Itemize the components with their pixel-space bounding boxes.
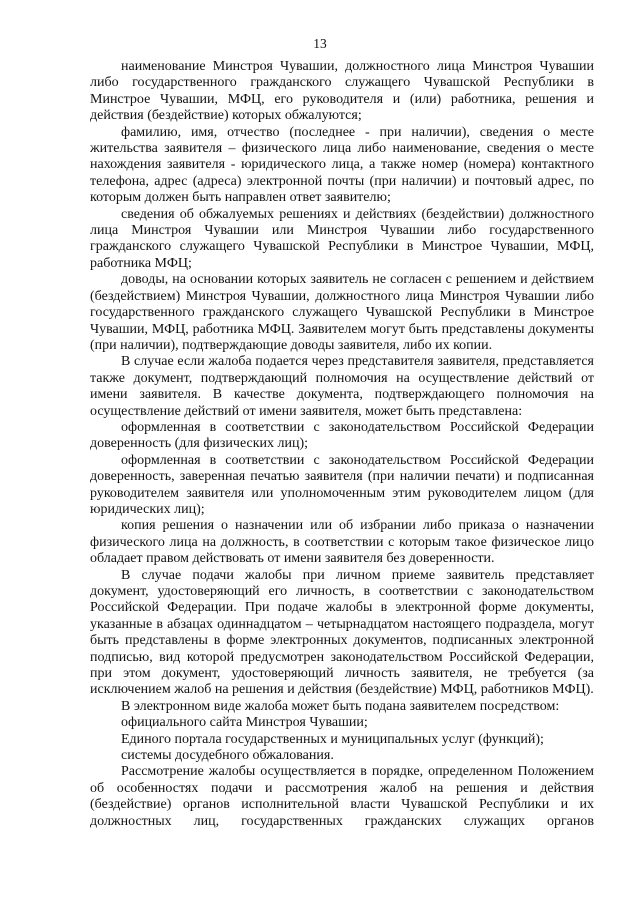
paragraph: официального сайта Минстроя Чувашии; [121,715,368,731]
paragraph: фамилию, имя, отчество (последнее - при наличии), сведения о месте жительства заявителя – физического лица либо наименование, сведения о месте нахождения заявителя - юридического лица, а также номер (номера) контактного телефона, адрес (адреса) электронной почты (при наличии) и почтовый адрес, по которым должен быть направлен ответ заявителю; [90,124,594,206]
paragraph: оформленная в соответствии с законодательством Российской Федерации доверенность (для физических лиц); [90,419,594,452]
paragraph: наименование Минстроя Чувашии, должностного лица Минстроя Чувашии либо государственного гражданского служащего Чувашской Республики в Минстрое Чувашии, МФЦ, его руководителя и (или) работника, решения и действия (бездействие) которых обжалуются; [90,59,594,124]
paragraph: системы досудебного обжалования. [121,748,334,764]
paragraph: доводы, на основании которых заявитель не согласен с решением и действием (бездействием) Минстроя Чувашии, должностного лица Минстроя Чувашии либо государственного гражданского служащего Чувашской Республики в Минстрое Чувашии, МФЦ, работника МФЦ. Заявителем могут быть представлены документы (при наличии), подтверждающие доводы заявителя, либо их копии. [90,272,594,353]
paragraph: сведения об обжалуемых решениях и действиях (бездействии) должностного лица Минстроя Чувашии или Минстроя Чувашии либо государственного гражданского служащего Чувашской Республики в Минстрое Чувашии, МФЦ, работника МФЦ; [90,206,594,271]
page-number: 13 [313,36,327,51]
paragraph: копия решения о назначении или об избрании либо приказа о назначении физического лица на должность, в соответствии с которым такое физическое лицо обладает правом действовать от имени заявителя без доверенности. [90,518,594,567]
document-body [90,59,594,830]
paragraph: В случае подачи жалобы при личном приеме заявитель представляет документ, удостоверяющий его личность, в соответствии с законодательством Российской Федерации. При подаче жалобы в электронной форме документы, указанные в абзацах одиннадцатом – четырнадцатом настоящего подраздела, могут быть представлены в форме электронных документов, подписанных электронной подписью, вид которой предусмотрен законодательством Российской Федерации, при этом документ, удостоверяющий личность заявителя, не требуется (за исключением жалоб на решения и действия (бездействие) МФЦ, работников МФЦ). [90,567,594,698]
paragraph: Рассмотрение жалобы осуществляется в порядке, определенном Положением об особенностях подачи и рассмотрения жалоб на решения и действия (бездействие) органов исполнительной власти Чувашской Республики и их должностных лиц, государственных гражданских служащих органов [90,764,594,829]
paragraph: В случае если жалоба подается через представителя заявителя, представляется также документ, подтверждающий полномочия на осуществление действий от имени заявителя. В качестве документа, подтверждающего полномочия на осуществление действий от имени заявителя, может быть представлена: [90,354,594,419]
paragraph: В электронном виде жалоба может быть подана заявителем посредством: [121,698,560,714]
paragraph: Единого портала государственных и муниципальных услуг (функций); [121,731,544,747]
paragraph: оформленная в соответствии с законодательством Российской Федерации доверенность, заверенная печатью заявителя (при наличии печати) и подписанная руководителем заявителя или уполномоченным этим руководителем лицом (для юридических лиц); [90,452,594,517]
